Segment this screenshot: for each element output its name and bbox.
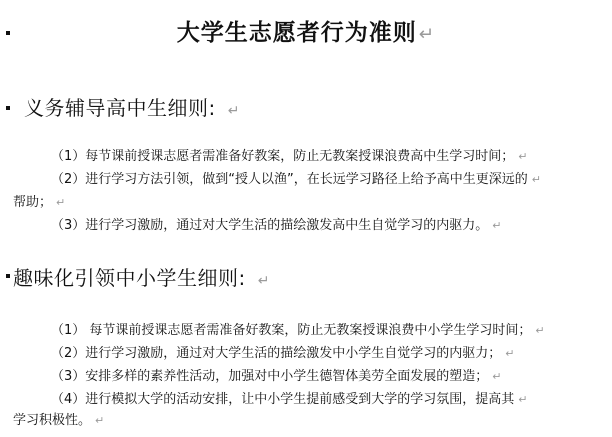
section-2-paragraph-1 [51, 321, 545, 341]
section-2-paragraph-3 [51, 367, 502, 387]
paragraph-mark-icon: ↵ [518, 150, 528, 163]
paragraph-text: （2）进行学习方法引领，做到“授人以渔”，在长远学习路径上给予高中生更深远的 [51, 172, 528, 187]
paragraph-mark-icon: ↵ [56, 196, 66, 209]
section-2-bullet [6, 274, 10, 278]
section-1-paragraph-2 [51, 170, 541, 190]
section-1-paragraph-1 [51, 147, 528, 167]
paragraph-mark-icon: ↵ [95, 414, 105, 427]
paragraph-mark-icon: ↵ [257, 273, 270, 289]
section-1-heading-text: 义务辅导高中生细则: [24, 96, 216, 120]
section-2-heading-text: 趣味化引领中小学生细则: [13, 266, 246, 290]
paragraph-mark-icon: ↵ [227, 103, 240, 119]
section-2-paragraph-2 [51, 344, 515, 364]
document-title-text: 大学生志愿者行为准则 [176, 20, 417, 46]
section-2-paragraph-4 [51, 390, 528, 410]
paragraph-mark-icon: ↵ [518, 393, 528, 406]
paragraph-text: （3）安排多样的素养性活动，加强对中小学生德智体美劳全面发展的塑造； [51, 369, 489, 384]
paragraph-mark-icon: ↵ [492, 370, 502, 383]
paragraph-text: 学习积极性。 [13, 413, 92, 428]
paragraph-text: （1） 每节课前授课志愿者需准备好教案，防止无教案授课浪费中小学生学习时间； [51, 323, 532, 338]
paragraph-mark-icon: ↵ [418, 24, 436, 45]
paragraph-mark-icon: ↵ [505, 347, 515, 360]
paragraph-mark-icon: ↵ [492, 219, 502, 232]
section-1-bullet [6, 106, 10, 110]
section-2-heading [13, 262, 270, 291]
paragraph-mark-icon: ↵ [535, 324, 545, 337]
paragraph-text: （1）每节课前授课志愿者需准备好教案，防止无教案授课浪费高中生学习时间； [51, 149, 515, 164]
section-2-paragraph-4-continued [13, 411, 104, 431]
paragraph-mark-icon: ↵ [531, 173, 541, 186]
document-title [0, 14, 612, 47]
section-1-paragraph-3 [51, 216, 502, 236]
paragraph-text: （3）进行学习激励，通过对大学生活的描绘激发高中生自觉学习的内驱力。 [51, 218, 489, 233]
section-1-heading [24, 92, 240, 121]
paragraph-text: （4）进行模拟大学的活动安排，让中小学生提前感受到大学的学习氛围，提高其 [51, 392, 515, 407]
paragraph-text: （2）进行学习激励，通过对大学生活的描绘激发中小学生自觉学习的内驱力； [51, 346, 502, 361]
section-1-paragraph-2-continued [13, 193, 65, 213]
paragraph-text: 帮助； [13, 195, 53, 210]
